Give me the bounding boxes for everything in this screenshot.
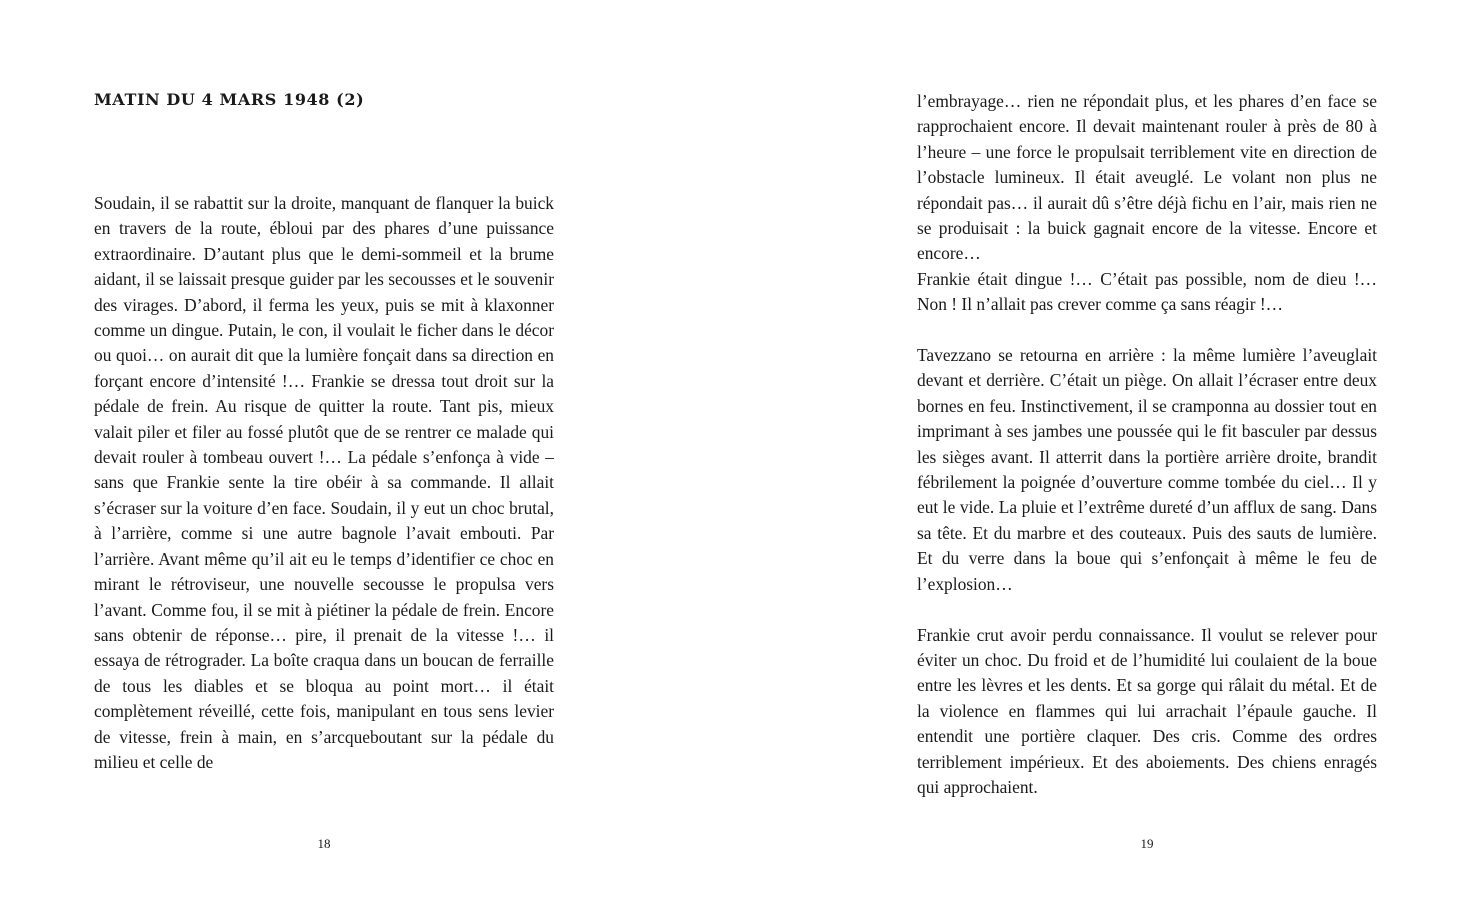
chapter-title: MATIN DU 4 MARS 1948 (2) — [94, 90, 365, 109]
left-page-text — [94, 191, 554, 775]
right-page — [735, 0, 1470, 904]
right-page-text — [917, 89, 1377, 800]
paragraph: Soudain, il se rabattit sur la droite, manquant de flanquer la buick en travers de la route, ébloui par des phares d’une puissance extraordinaire. D’autant plus que le demi-sommeil et la brume aidant, il se laissait presque guider par les secousses et le souvenir des virages. D’abord, il ferma les yeux, puis se mit à klaxonner comme un dingue. Putain, le con, il voulait le ficher dans le décor ou quoi… on aurait dit que la lumière fonçait dans sa direction en forçant encore d’intensité !… Frankie se dressa tout droit sur la pédale de frein. Au risque de quitter la route. Tant pis, mieux valait piler et filer au fossé plutôt que de se rentrer ce malade qui devait rouler à tombeau ouvert !… La pédale s’enfonça à vide – sans que Frankie sente la tire obéir à sa commande. Il allait s’écraser sur la voiture d’en face. Soudain, il y eut un choc brutal, à l’arrière, comme si une autre bagnole l’avait embouti. Par l’arrière. Avant même qu’il ait eu le temps d’identifier ce choc en mirant le rétroviseur, une nouvelle secousse le propulsa vers l’avant. Comme fou, il se mit à piétiner la pédale de frein. Encore sans obtenir de réponse… pire, il prenait de la vitesse !… il essaya de rétrograder. La boîte craqua dans un boucan de ferraille de tous les diables et se bloqua au point mort… il était complètement réveillé, cette fois, manipulant en tous sens levier de vitesse, frein à main, en s’arcqueboutant sur la pédale du milieu et celle de — [94, 193, 554, 772]
paragraph: Frankie était dingue !… C’était pas possible, nom de dieu !… Non ! Il n’allait pas crever comme ça sans réagir !… — [917, 268, 1377, 315]
page-number-right: 19 — [1140, 836, 1154, 851]
paragraph: Frankie crut avoir perdu connaissance. Il voulut se relever pour éviter un choc. Du froid et de l’humidité lui coulaient de la boue entre les lèvres et les dents. Et sa gorge qui râlait du métal. Et de la violence en flammes qui lui arrachait l’épaule gauche. Il entendit une portière claquer. Des cris. Comme des ordres terriblement impérieux. Et des aboiements. Des chiens enragés qui approchaient. — [917, 624, 1377, 797]
paragraph: l’embrayage… rien ne répondait plus, et les phares d’en face se rapprochaient encore. Il devait maintenant rouler à près de 80 à l’heure – une force le propulsait terriblement vite en direction de l’obstacle lumineux. Il était aveuglé. Le volant non plus ne répondait pas… il aurait dû s’être déjà fichu en l’air, mais rien ne se produisait : la buick gagnait encore de la vitesse. Encore et encore… — [917, 91, 1377, 264]
page-number-left: 18 — [317, 836, 331, 851]
paragraph: Tavezzano se retourna en arrière : la même lumière l’aveuglait devant et derrière. C’était un piège. On allait l’écraser entre deux bornes en feu. Instinctivement, il se cramponna au dossier tout en imprimant à ses jambes une poussée qui le fit basculer par dessus les sièges avant. Il atterrit dans la portière arrière droite, brandit fébrilement la poignée d’ouverture comme tombée du ciel… Il y eut le vide. La pluie et l’extrême dureté d’un afflux de sang. Dans sa tête. Et du marbre et des couteaux. Puis des sauts de lumière. Et du verre dans la boue qui s’enfonçait à même le feu de l’explosion… — [917, 345, 1377, 594]
